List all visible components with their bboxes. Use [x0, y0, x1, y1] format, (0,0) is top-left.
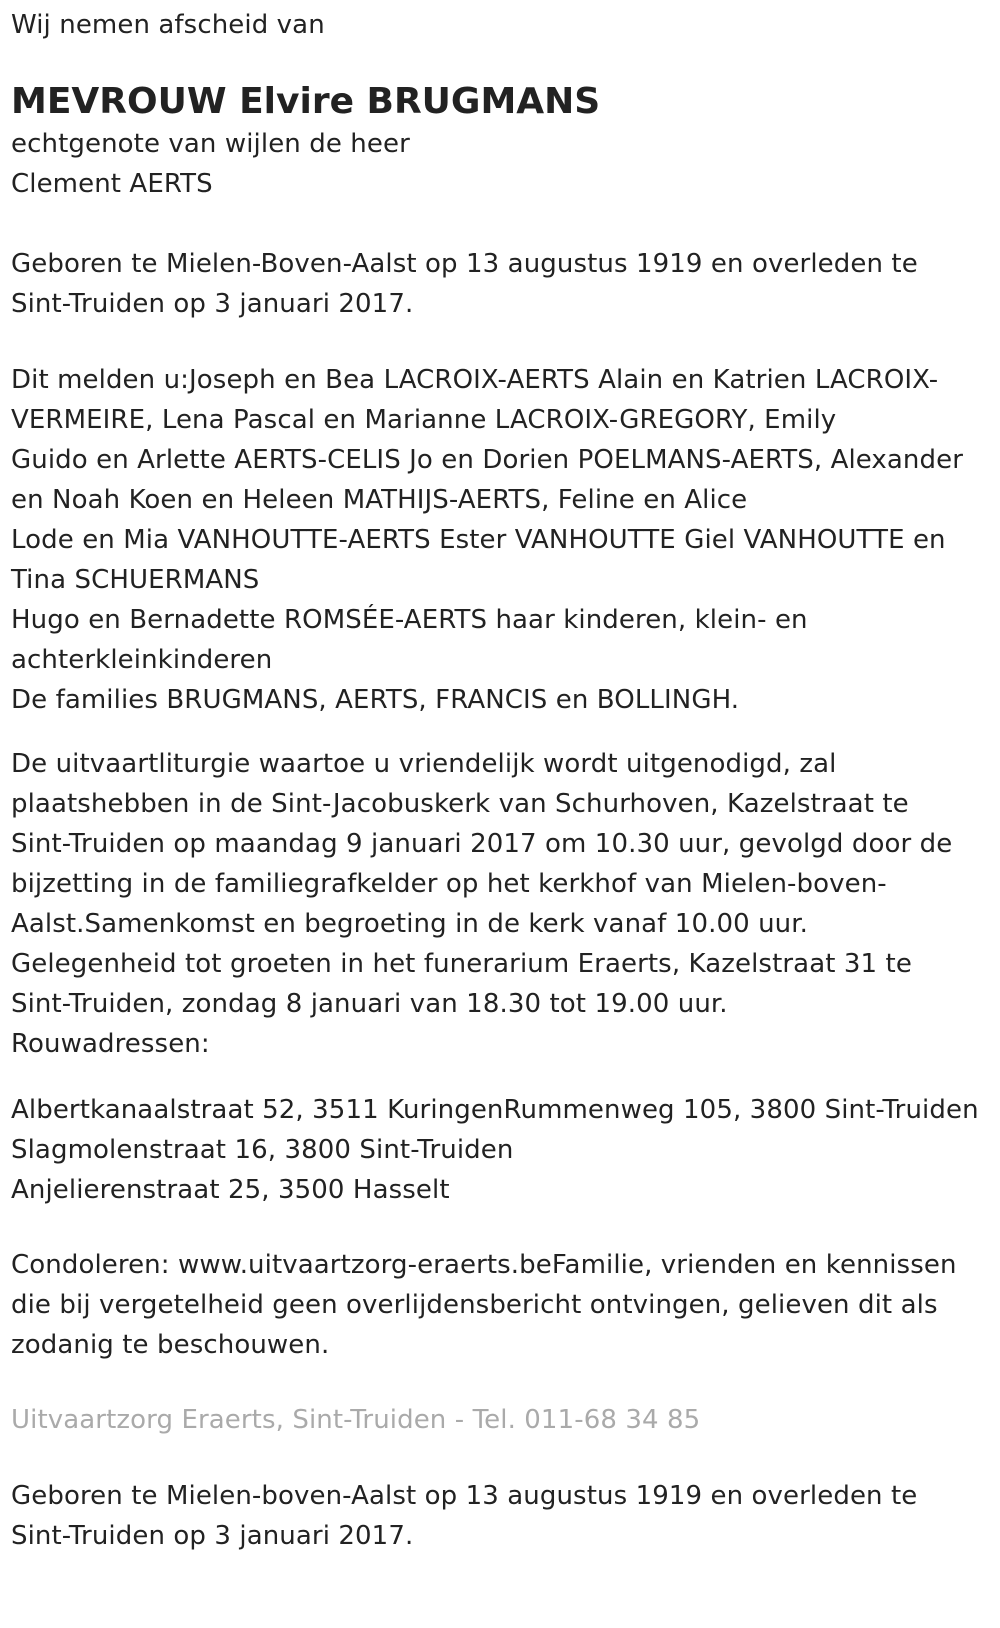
- birth-death-line: Sint-Truiden op 3 januari 2017.: [11, 1521, 414, 1551]
- intro-section: [11, 5, 990, 45]
- funeral-info-line: plaatshebben in de Sint-Jacobuskerk van Schurhoven, Kazelstraat te: [11, 789, 909, 819]
- addresses-section: [11, 1090, 990, 1210]
- condolence-line: zodanig te beschouwen.: [11, 1330, 330, 1360]
- announcer-line: Lode en Mia VANHOUTTE-AERTS Ester VANHOUTTE Giel VANHOUTTE en: [11, 525, 946, 555]
- announcer-line: achterkleinkinderen: [11, 645, 273, 675]
- funeral-info-line: bijzetting in de familiegrafkelder op het kerkhof van Mielen-boven-: [11, 869, 887, 899]
- funeral-info-line: De uitvaartliturgie waartoe u vriendelijk wordt uitgenodigd, zal: [11, 749, 837, 779]
- relation-line: echtgenote van wijlen de heer: [11, 129, 410, 159]
- birth-death-line: Sint-Truiden op 3 januari 2017.: [11, 289, 414, 319]
- birth-death-line: Geboren te Mielen-Boven-Aalst op 13 augustus 1919 en overleden te: [11, 249, 918, 279]
- funeral-info-line: Sint-Truiden op maandag 9 januari 2017 om 10.30 uur, gevolgd door de: [11, 829, 953, 859]
- birth-death-line: Geboren te Mielen-boven-Aalst op 13 augustus 1919 en overleden te: [11, 1481, 918, 1511]
- birth-death-bottom: [11, 1476, 990, 1556]
- deceased-section: [11, 80, 990, 204]
- condolences-section: [11, 1245, 990, 1365]
- announcer-line: Dit melden u:Joseph en Bea LACROIX-AERTS Alain en Katrien LACROIX-: [11, 365, 939, 395]
- birth-death-top: [11, 244, 990, 324]
- condolence-line: die bij vergetelheid geen overlijdensbericht ontvingen, gelieven dit als: [11, 1290, 938, 1320]
- relation-line: Clement AERTS: [11, 169, 213, 199]
- announcers-section: [11, 360, 990, 720]
- funeral-home-section: [11, 1400, 990, 1440]
- funeral-info-line: Rouwadressen:: [11, 1029, 210, 1059]
- address-line: Slagmolenstraat 16, 3800 Sint-Truiden: [11, 1135, 514, 1165]
- announcer-line: Guido en Arlette AERTS-CELIS Jo en Dorien POELMANS-AERTS, Alexander: [11, 445, 964, 475]
- address-line: Anjelierenstraat 25, 3500 Hasselt: [11, 1175, 450, 1205]
- address-line: Albertkanaalstraat 52, 3511 KuringenRummenweg 105, 3800 Sint-Truiden: [11, 1095, 979, 1125]
- announcer-line: De families BRUGMANS, AERTS, FRANCIS en BOLLINGH.: [11, 685, 740, 715]
- funeral-info-line: Sint-Truiden, zondag 8 januari van 18.30 tot 19.00 uur.: [11, 989, 728, 1019]
- announcer-line: Tina SCHUERMANS: [11, 565, 260, 595]
- announcer-line: Hugo en Bernadette ROMSÉE-AERTS haar kinderen, klein- en: [11, 605, 808, 635]
- funeral-home-contact: Uitvaartzorg Eraerts, Sint-Truiden - Tel. 011-68 34 85: [11, 1405, 701, 1435]
- deceased-name: MEVROUW Elvire BRUGMANS: [11, 81, 601, 122]
- condolence-line: Condoleren: www.uitvaartzorg-eraerts.beFamilie, vrienden en kennissen: [11, 1250, 957, 1280]
- funeral-info-line: Gelegenheid tot groeten in het funerarium Eraerts, Kazelstraat 31 te: [11, 949, 912, 979]
- announcer-line: en Noah Koen en Heleen MATHIJS-AERTS, Feline en Alice: [11, 485, 748, 515]
- announcer-line: VERMEIRE, Lena Pascal en Marianne LACROIX-GREGORY, Emily: [11, 405, 837, 435]
- funeral-info-line: Aalst.Samenkomst en begroeting in de kerk vanaf 10.00 uur.: [11, 909, 809, 939]
- funeral-info-section: [11, 744, 990, 1064]
- intro-text: Wij nemen afscheid van: [11, 10, 325, 40]
